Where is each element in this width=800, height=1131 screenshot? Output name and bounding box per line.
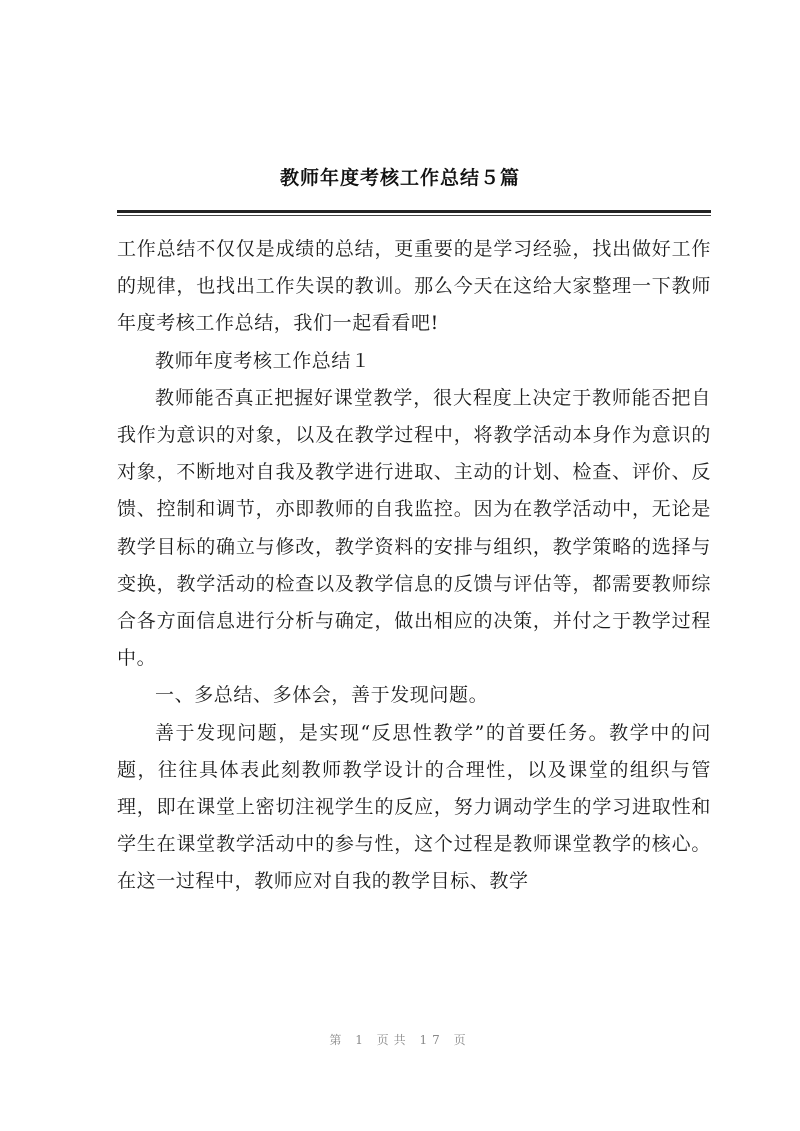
footer-total-pages: 17 <box>419 1033 445 1047</box>
title-divider-thin <box>117 215 711 216</box>
body-paragraph: 善于发现问题，是实现“反思性教学”的首要任务。教学中的问题，往往具体表此刻教师教学设计的合理性，以及课堂的组织与管理，即在课堂上密切注视学生的反应，努力调动学生的学习进取性和学生在课堂教学活动中的参与性，这个过程是教师课堂教学的核心。在这一过程中，教师应对自我的教学目标、教学 <box>117 721 711 893</box>
intro-paragraph: 工作总结不仅仅是成绩的总结，更重要的是学习经验，找出做好工作的规律，也找出工作失误的教训。那么今天在这给大家整理一下教师年度考核工作总结，我们一起看看吧! <box>117 238 711 335</box>
document-title: 教师年度考核工作总结５篇 <box>279 167 520 189</box>
footer-prefix: 第 <box>329 1033 347 1047</box>
document-body <box>117 231 711 901</box>
footer-suffix: 页 <box>453 1033 471 1047</box>
body-paragraph: 教师能否真正把握好课堂教学，很大程度上决定于教师能否把自我作为意识的对象，以及在教学过程中，将教学活动本身作为意识的对象，不断地对自我及教学进行进取、主动的计划、检查、评价、反馈、控制和调节，亦即教师的自我监控。因为在教学活动中，无论是教学目标的确立与修改，教学资料的安排与组织，教学策略的选择与变换，教学活动的检查以及教学信息的反馈与评估等，都需要教师综合各方面信息进行分析与确定，做出相应的决策，并付之于教学过程中。 <box>117 386 711 670</box>
page-footer <box>0 1031 800 1048</box>
title-divider-thick <box>117 210 711 213</box>
section-heading-1: 教师年度考核工作总结１ <box>155 349 371 372</box>
subsection-heading: 一、多总结、多体会，善于发现问题。 <box>155 684 489 707</box>
footer-current-page: 1 <box>355 1033 368 1047</box>
footer-middle: 页共 <box>376 1033 411 1047</box>
